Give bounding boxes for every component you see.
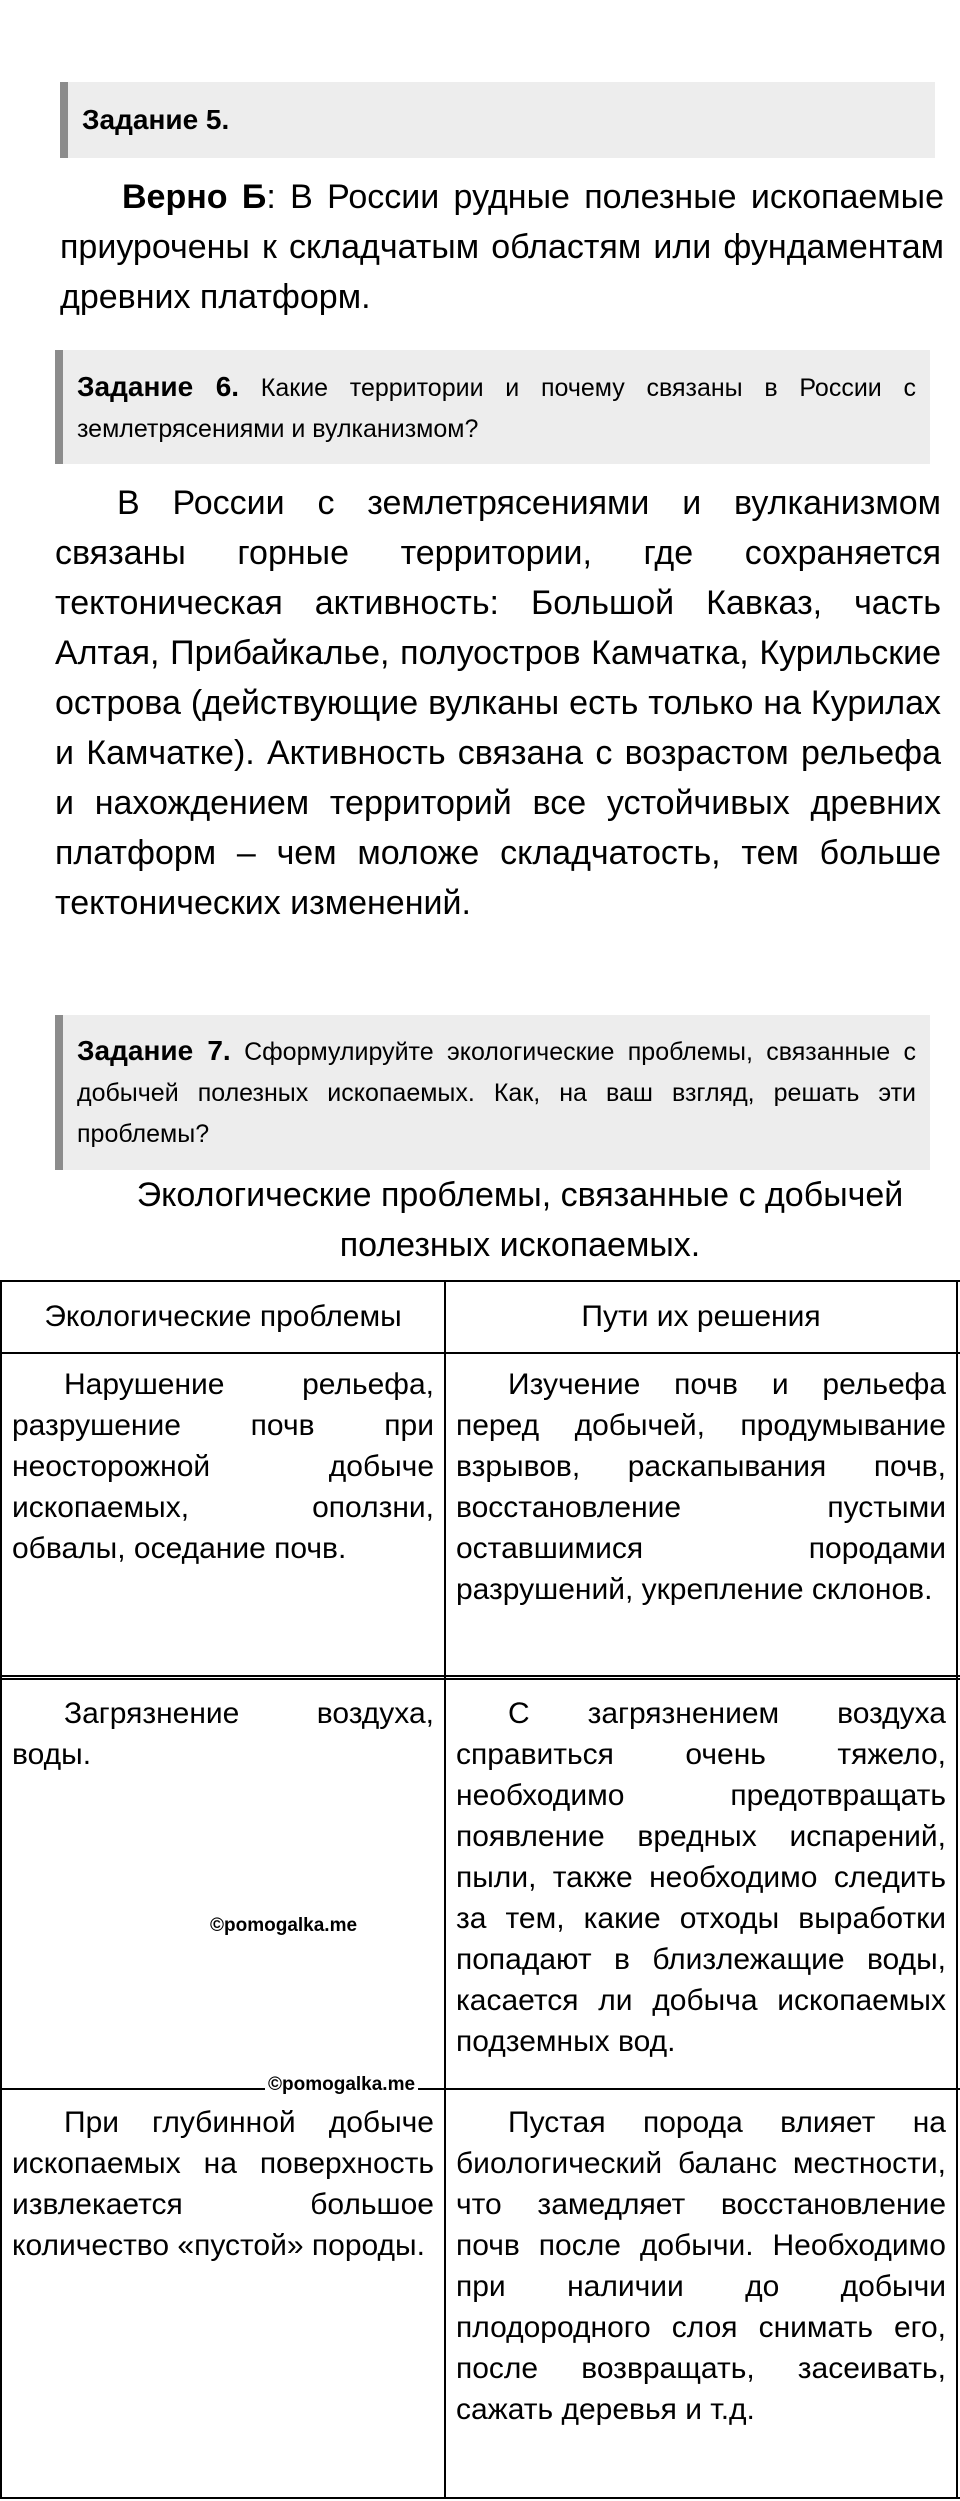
table-border-right <box>956 1280 958 2499</box>
table-row-1-problem <box>2 1364 444 1569</box>
table-border-bottom <box>0 2497 960 2499</box>
task5-heading: Задание 5. <box>82 104 230 135</box>
table-row2-divider <box>0 1678 960 1680</box>
task5-answer-text: : В России рудные полезные ископаемые приурочены к складчатым областям или фундаментам древних платформ. <box>60 178 944 316</box>
task6-box <box>55 350 930 464</box>
task6-heading: Задание 6. <box>77 371 240 402</box>
task6-answer-text: В России с землетрясениями и вулканизмом связаны горные территории, где сохраняется тектоническая активность: Большой Кавказ, часть Алтая, Прибайкалье, полуостров Камчатка, Курильские острова (действующие вулканы есть только на Курилах и Камчатке). Активность связана с возрастом рельефа и нахождением территорий все устойчивых древних платформ – чем моложе складчатость, тем больше тектонических изменений. <box>55 484 941 922</box>
table-row-2-problem <box>2 1693 444 1775</box>
task5-box <box>60 82 935 158</box>
table-row-2-solution <box>446 1693 956 2062</box>
table-header-problems: Экологические проблемы <box>44 1300 402 1333</box>
table-row-3-solution <box>446 2102 956 2430</box>
table-caption: Экологические проблемы, связанные с добычей полезных ископаемых. <box>136 1176 904 1264</box>
watermark-1: ©pomogalka.me <box>210 1915 358 1936</box>
row3-problem-text: При глубинной добыче ископаемых на поверхность извлекается большое количество «пустой» породы. <box>12 2106 434 2262</box>
task7-question: Сформулируйте экологические проблемы, связанные с добычей полезных ископаемых. Как, на ваш взгляд, решать эти проблемы? <box>77 1038 916 1148</box>
task5-answer-bold: Верно Б <box>122 178 267 216</box>
table-row1-divider <box>0 1675 960 1677</box>
row1-problem-text: Нарушение рельефа, разрушение почв при неосторожной добыче ископаемых, оползни, обвалы, оседание почв. <box>12 1368 434 1565</box>
table-header-divider <box>0 1352 960 1354</box>
task6-question: Какие территории и почему связаны в России с землетрясениями и вулканизмом? <box>77 374 916 443</box>
table-row-3-problem <box>2 2102 444 2266</box>
task5-answer <box>60 172 944 322</box>
table-row3-divider <box>0 2088 960 2090</box>
watermark-2: ©pomogalka.me <box>265 2074 418 2096</box>
row2-problem-text: Загрязнение воздуха, воды. <box>12 1697 434 1771</box>
task7-heading: Задание 7. <box>77 1035 231 1066</box>
table-row-1-solution <box>446 1364 956 1610</box>
row1-solution-text: Изучение почв и рельефа перед добычей, продумывание взрывов, раскапывания почв, восстановление пустыми оставшимися породами разрушений, укрепление склонов. <box>456 1368 946 1606</box>
task7-box <box>55 1015 930 1170</box>
task6-answer <box>55 478 941 928</box>
table-border-top <box>0 1280 960 1282</box>
table-header-solutions: Пути их решения <box>581 1300 821 1333</box>
row2-solution-text: С загрязнением воздуха справиться очень тяжело, необходимо предотвращать появление вредных испарений, пыли, также необходимо следить за тем, какие отходы выработки попадают в близлежащие воды, касается ли добыча ископаемых подземных вод. <box>456 1697 946 2058</box>
row3-solution-text: Пустая порода влияет на биологический баланс местности, что замедляет восстановление почв после добычи. Необходимо при наличии до добычи плодородного слоя снимать его, после возвращать, засеивать, сажать деревья и т.д. <box>456 2106 946 2426</box>
